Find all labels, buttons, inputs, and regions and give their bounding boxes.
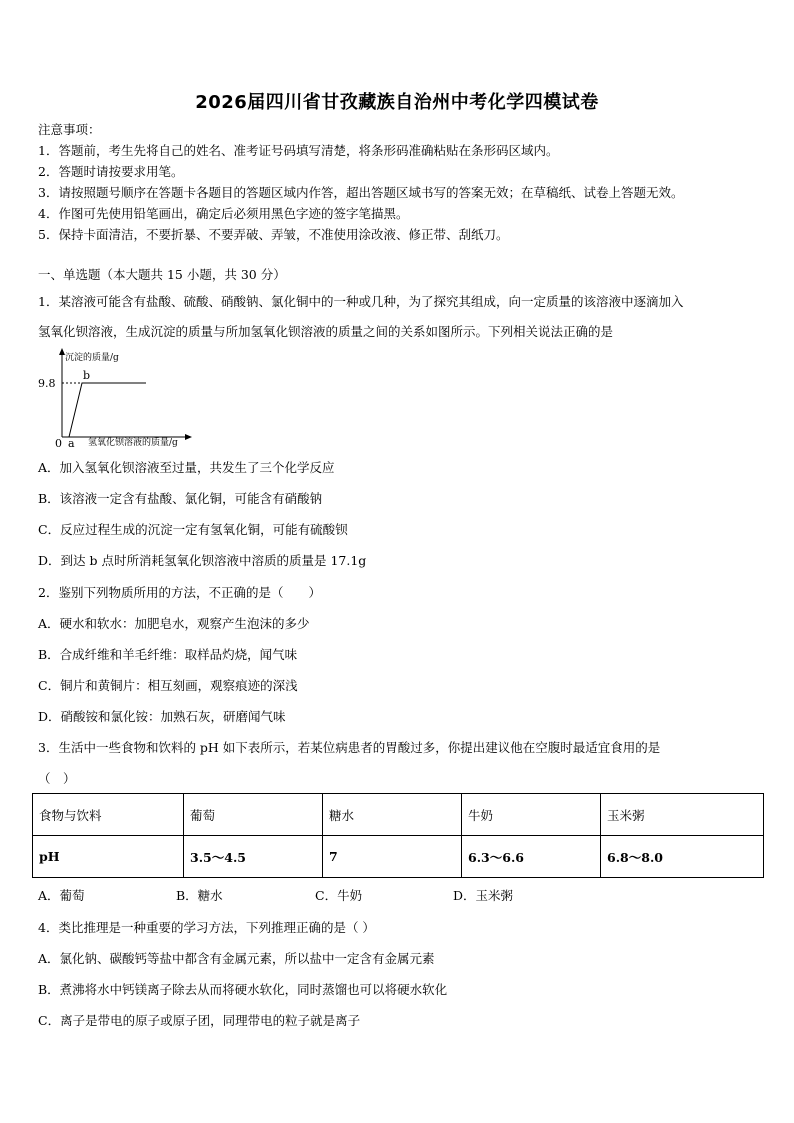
- question-3-paren: （ ）: [38, 771, 76, 786]
- option: B．合成纤维和羊毛纤维：取样品灼烧，闻气味: [38, 647, 298, 662]
- notice-item: 4．作图可先使用铅笔画出，确定后必须用黑色字迹的签字笔描黑。: [38, 206, 409, 221]
- option: A．硬水和软水：加肥皂水，观察产生泡沫的多少: [38, 616, 310, 631]
- table-header-cell: 玉米粥: [601, 794, 764, 836]
- table-header-cell: 葡萄: [184, 794, 323, 836]
- option: D．硝酸铵和氯化铵：加熟石灰，研磨闻气味: [38, 709, 286, 724]
- option: C．反应过程生成的沉淀一定有氢氧化铜，可能有硫酸钡: [38, 522, 348, 537]
- curve: [69, 383, 146, 437]
- question-1-stem-cont: 氢氧化钡溶液，生成沉淀的质量与所加氢氧化钡溶液的质量之间的关系如图所示。下列相关说法正确的是: [38, 324, 614, 339]
- table-header-cell: 糖水: [323, 794, 462, 836]
- table-cell: pH: [33, 836, 184, 878]
- ph-table: [32, 793, 764, 878]
- table-cell: 6.3～6.6: [462, 836, 601, 878]
- point-a-label: a: [68, 437, 75, 450]
- option: A．加入氢氧化钡溶液至过量，共发生了三个化学反应: [38, 460, 335, 475]
- notice-heading: 注意事项：: [38, 122, 101, 137]
- option: C．铜片和黄铜片：相互刻画，观察痕迹的深浅: [38, 678, 298, 693]
- page-title: 2026届四川省甘孜藏族自治州中考化学四模试卷: [195, 92, 599, 113]
- origin-label: 0: [55, 437, 62, 450]
- option: A．葡萄: [38, 888, 85, 903]
- table-row: [33, 794, 764, 836]
- option: B．煮沸将水中钙镁离子除去从而将硬水软化，同时蒸馏也可以将硬水软化: [38, 982, 448, 997]
- x-axis-arrow: [185, 434, 192, 440]
- option: C．牛奶: [315, 888, 363, 903]
- option: C．离子是带电的原子或原子团，同理带电的粒子就是离子: [38, 1013, 361, 1028]
- table-cell: 3.5～4.5: [184, 836, 323, 878]
- notice-item: 3．请按照题号顺序在答题卡各题目的答题区域内作答，超出答题区域书写的答案无效；在草稿纸、试卷上答题无效。: [38, 185, 684, 200]
- precipitate-graph: [38, 345, 198, 450]
- notice-item: 1．答题前，考生先将自己的姓名、准考证号码填写清楚，将条形码准确粘贴在条形码区域内。: [38, 143, 559, 158]
- option: B．该溶液一定含有盐酸、氯化铜，可能含有硝酸钠: [38, 491, 323, 506]
- question-2-stem: 2．鉴别下列物质所用的方法，不正确的是（ ）: [38, 585, 321, 600]
- table-header-cell: 食物与饮料: [33, 794, 184, 836]
- notice-item: 2．答题时请按要求用笔。: [38, 164, 184, 179]
- x-axis-label: 氢氧化钡溶液的质量/g: [88, 438, 178, 448]
- y-axis-label: 沉淀的质量/g: [65, 353, 119, 363]
- section-title: 一、单选题（本大题共 15 小题，共 30 分）: [38, 267, 286, 282]
- table-cell: 7: [323, 836, 462, 878]
- table-cell: 6.8～8.0: [601, 836, 764, 878]
- notice-item: 5．保持卡面清洁，不要折暴、不要弄破、弄皱，不准使用涂改液、修正带、刮纸刀。: [38, 227, 509, 242]
- option: A．氯化钠、碳酸钙等盐中都含有金属元素，所以盐中一定含有金属元素: [38, 951, 435, 966]
- point-b-label: b: [83, 369, 91, 382]
- question-1-stem: 1．某溶液可能含有盐酸、硫酸、硝酸钠、氯化铜中的一种或几种，为了探究其组成，向一定质量的该溶液中逐滴加入: [38, 294, 684, 309]
- option: B．糖水: [176, 888, 223, 903]
- y-value-label: 9.8: [38, 377, 56, 390]
- table-header-cell: 牛奶: [462, 794, 601, 836]
- question-3-stem: 3．生活中一些食物和饮料的 pH 如下表所示，若某位病患者的胃酸过多，你提出建议他在空腹时最适宜食用的是: [38, 740, 661, 755]
- question-4-stem: 4．类比推理是一种重要的学习方法，下列推理正确的是（ ）: [38, 920, 375, 935]
- table-row: [33, 836, 764, 878]
- option: D．玉米粥: [453, 888, 514, 903]
- option: D．到达 b 点时所消耗氢氧化钡溶液中溶质的质量是 17.1g: [38, 553, 367, 568]
